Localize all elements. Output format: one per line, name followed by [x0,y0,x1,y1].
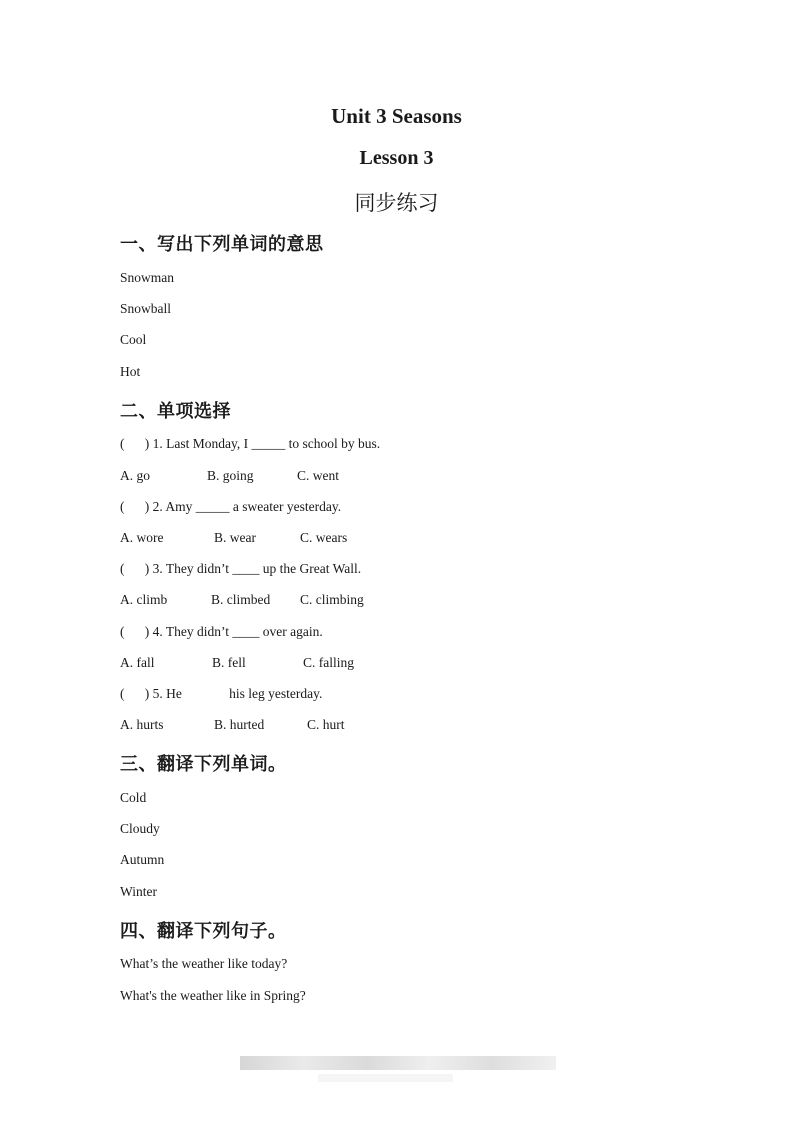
option-b: B. going [207,468,254,483]
question-stem: ( ) 2. Amy _____ a sweater yesterday. [120,499,342,514]
question-stem: ( ) 4. They didn’t ____ over again. [120,624,323,639]
vocab-word: Hot [120,364,141,379]
footer-watermark-sub [318,1074,453,1082]
vocab-word: Cold [120,790,147,805]
section-heading: 三、翻译下列单词。 [120,754,287,775]
section-heading: 二、单项选择 [120,401,231,422]
footer-watermark [240,1056,556,1070]
option-a: A. fall [120,655,155,670]
option-b: B. climbed [211,592,271,607]
option-a: A. go [120,468,150,483]
vocab-word: Snowball [120,301,172,316]
question-stem: ( ) 3. They didn’t ____ up the Great Wall. [120,561,362,576]
sentence: What’s the weather like today? [120,956,288,971]
option-b: B. hurted [214,717,265,732]
option-c: C. went [297,468,339,483]
question-stem: ( ) 1. Last Monday, I _____ to school by bus. [120,436,381,451]
option-c: C. falling [303,655,354,670]
vocab-word: Cool [120,332,147,347]
option-c: C. wears [300,530,348,545]
section-heading: 一、写出下列单词的意思 [120,234,324,255]
vocab-word: Winter [120,884,157,899]
option-a: A. hurts [120,717,164,732]
option-c: C. climbing [300,592,364,607]
question-stem: ( ) 5. He his leg yesterday. [120,686,323,701]
option-b: B. fell [212,655,246,670]
subtitle: 同步练习 [354,191,439,215]
page-title: Unit 3 Seasons [331,104,462,128]
option-b: B. wear [214,530,256,545]
option-a: A. climb [120,592,168,607]
vocab-word: Snowman [120,270,174,285]
vocab-word: Autumn [120,852,165,867]
option-c: C. hurt [307,717,345,732]
section-heading: 四、翻译下列句子。 [120,921,287,942]
option-a: A. wore [120,530,164,545]
vocab-word: Cloudy [120,821,160,836]
lesson-title: Lesson 3 [359,147,434,169]
sentence: What's the weather like in Spring? [120,988,306,1003]
